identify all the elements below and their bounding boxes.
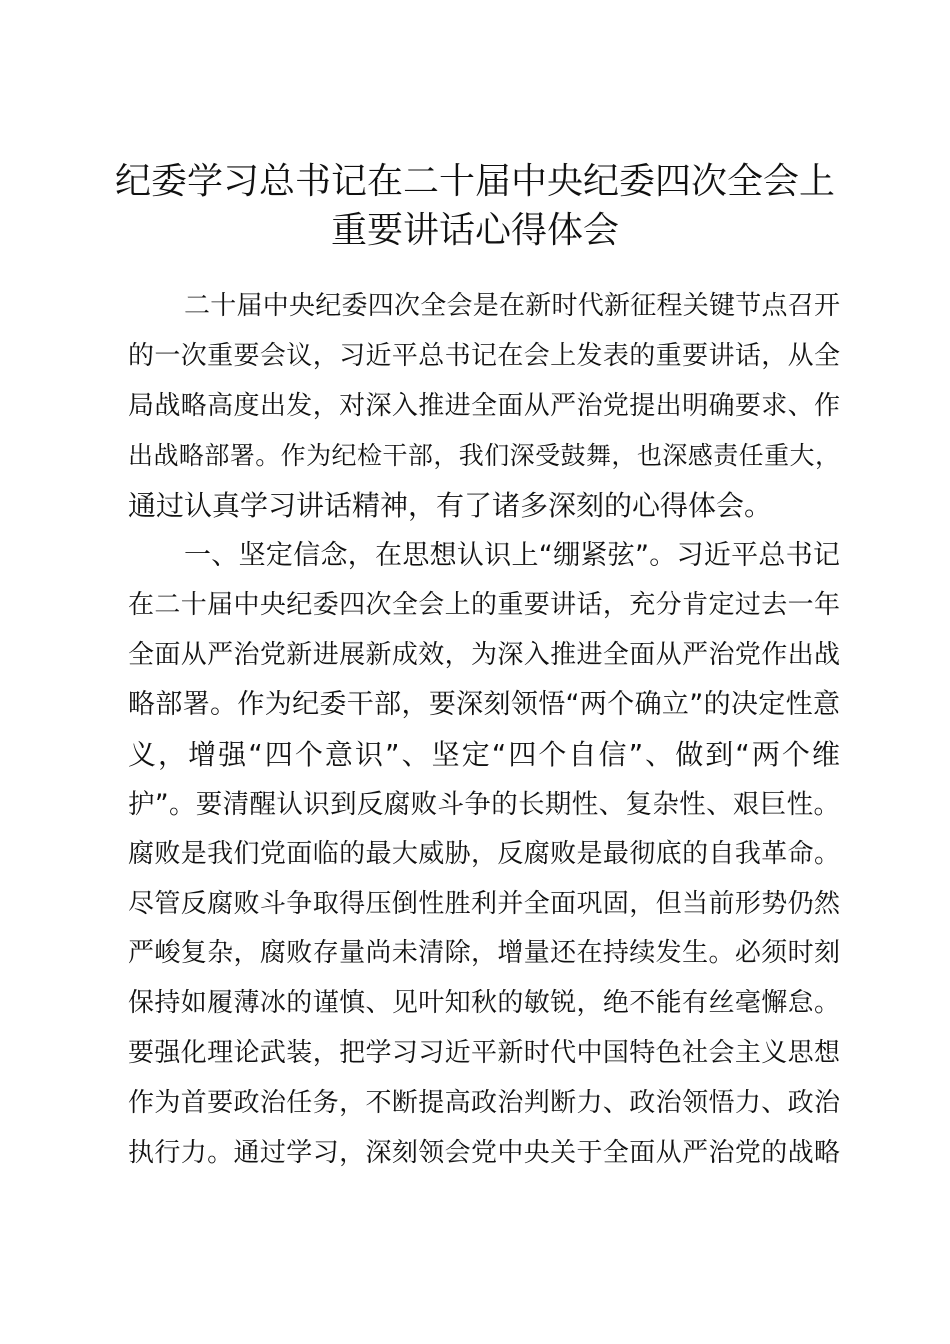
paragraph-line: 要强化理论武装，把学习习近平新时代中国特色社会主义思想 — [128, 1037, 840, 1068]
paragraph-line: 二十届中央纪委四次全会是在新时代新征程关键节点召开 — [184, 291, 840, 321]
paragraph-line: 出战略部署。作为纪检干部，我们深受鼓舞，也深感责任重大， — [128, 441, 840, 471]
paragraph-line: 的一次重要会议，习近平总书记在会上发表的重要讲话，从全 — [128, 340, 840, 371]
paragraph-line: 严峻复杂，腐败存量尚未清除，增量还在持续发生。必须时刻 — [128, 938, 840, 969]
paragraph-line: 执行力。通过学习，深刻领会党中央关于全面从严治党的战略 — [128, 1137, 840, 1168]
document-title-line-2: 重要讲话心得体会 — [330, 210, 619, 251]
document-title-line-1: 纪委学习总书记在二十届中央纪委四次全会上 — [114, 161, 835, 202]
paragraph-line: 局战略高度出发，对深入推进全面从严治党提出明确要求、作 — [128, 390, 840, 421]
paragraph-section-one — [128, 531, 840, 1178]
paragraph-line: 义，增强“四个意识”、坚定“四个自信”、做到“两个维 — [128, 738, 840, 772]
paragraph-line: 在二十届中央纪委四次全会上的重要讲话，充分肯定过去一年 — [128, 589, 840, 620]
paragraph-line: 略部署。作为纪委干部，要深刻领悟“两个确立”的决定性意 — [128, 689, 840, 721]
paragraph-line: 作为首要政治任务，不断提高政治判断力、政治领悟力、政治 — [128, 1087, 840, 1118]
paragraph-line: 全面从严治党新进展新成效，为深入推进全面从严治党作出战 — [128, 639, 840, 670]
paragraph-line: 一、坚定信念，在思想认识上“绷紧弦”。习近平总书记 — [184, 540, 840, 571]
paragraph-line: 护”。要清醒认识到反腐败斗争的长期性、复杂性、艰巨性。 — [128, 788, 840, 820]
paragraph-line: 腐败是我们党面临的最大威胁，反腐败是最彻底的自我革命。 — [128, 838, 840, 869]
paragraph-line: 保持如履薄冰的谨慎、见叶知秋的敏锐，绝不能有丝毫懈怠。 — [128, 988, 840, 1019]
paragraph-intro — [128, 282, 840, 531]
paragraph-line: 尽管反腐败斗争取得压倒性胜利并全面巩固，但当前形势仍然 — [128, 888, 840, 919]
paragraph-line: 通过认真学习讲话精神，有了诸多深刻的心得体会。 — [128, 489, 773, 523]
